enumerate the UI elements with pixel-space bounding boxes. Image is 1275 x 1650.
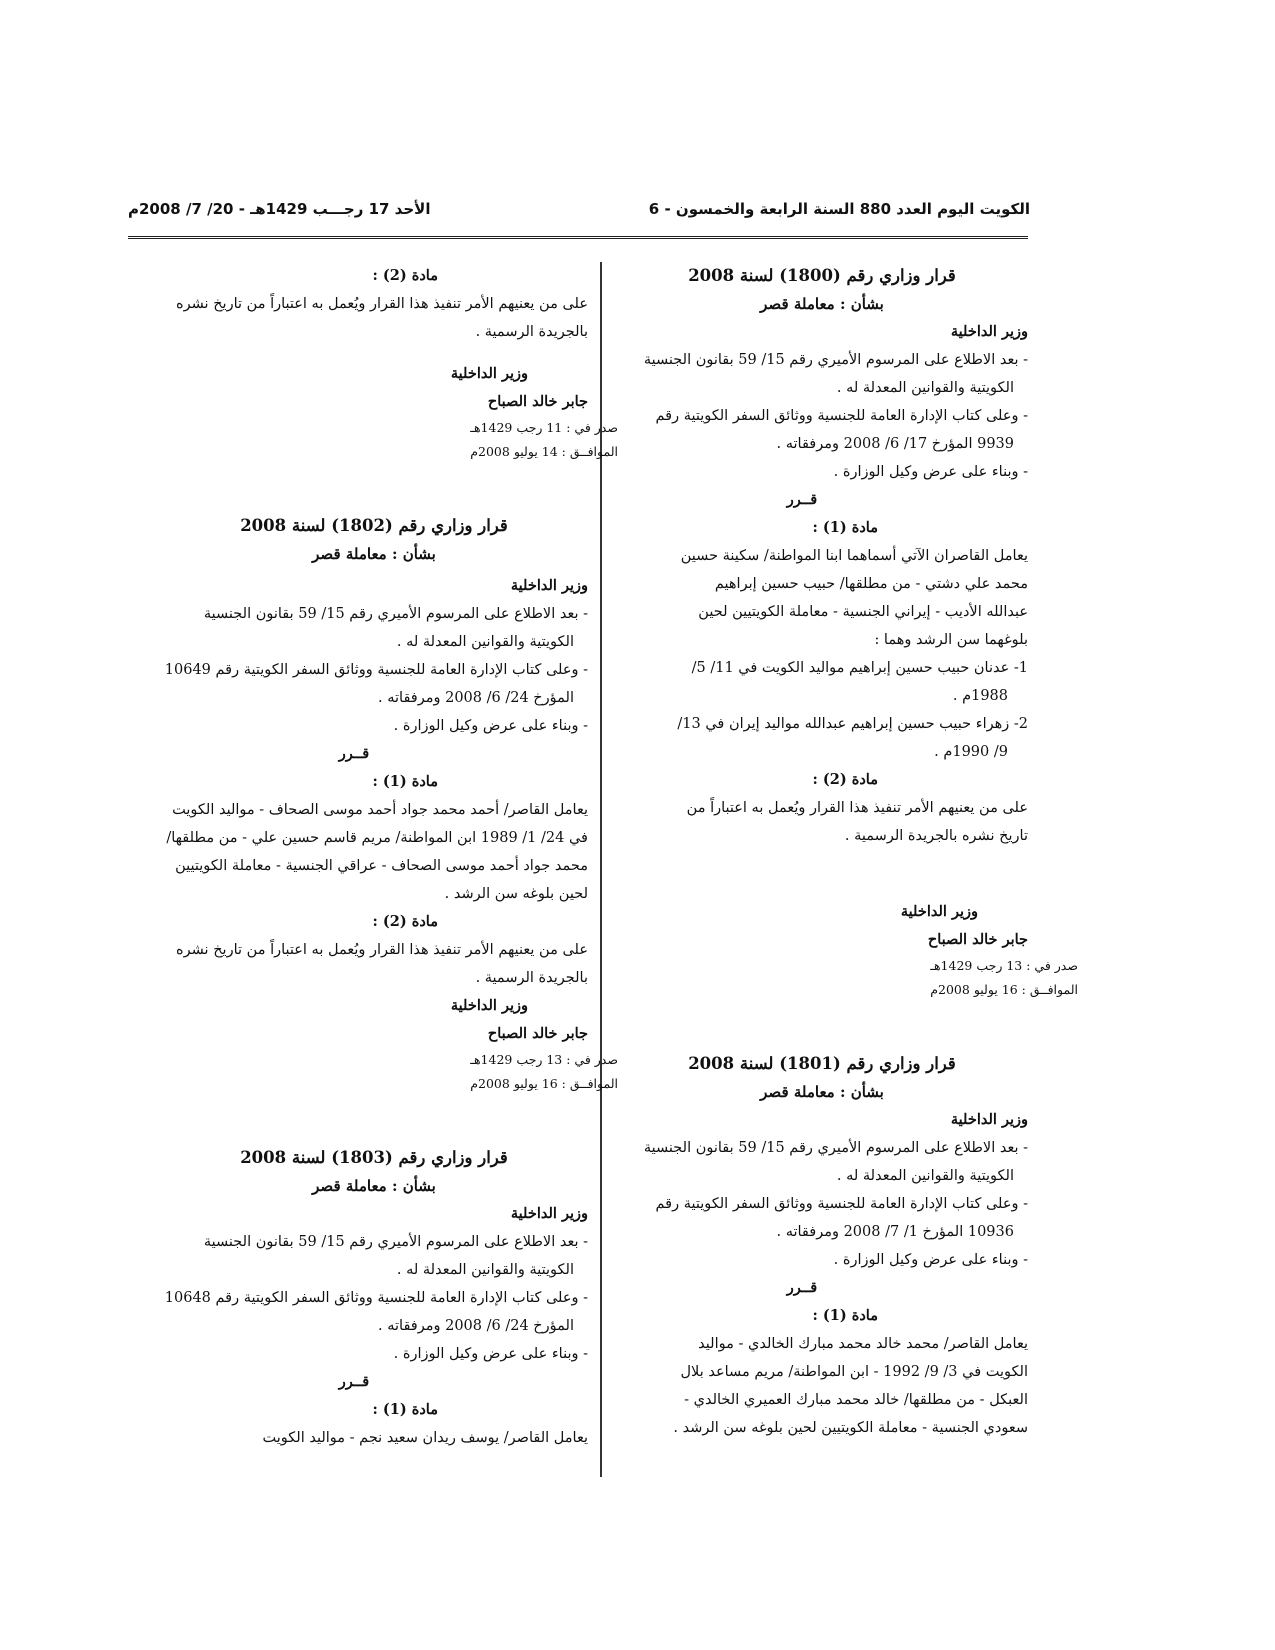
decree-title: قرار وزاري رقم (1801) لسنة 2008 <box>688 1054 956 1073</box>
decree-word: قــرر <box>338 745 370 762</box>
signature-name: جابر خالد الصباح <box>927 931 1028 948</box>
decree-word: قــرر <box>786 491 818 508</box>
signature-title: وزير الداخلية <box>450 365 528 382</box>
preamble-item: - وبناء على عرض وكيل الوزارة . <box>393 718 588 734</box>
minister-heading: وزير الداخلية <box>950 1111 1028 1128</box>
decree-1801 <box>616 1050 1028 1442</box>
issued-date-hijri: صدر في : 11 رجب 1429هـ <box>470 420 618 435</box>
issued-date-gregorian: الموافــق : 16 يوليو 2008م <box>470 1076 618 1091</box>
decree-1803 <box>160 1144 588 1452</box>
decree-1802 <box>160 512 618 1096</box>
decree-subject: بشأن : معاملة قصر <box>312 545 436 563</box>
preamble-item: - وعلى كتاب الإدارة العامة للجنسية ووثائق السفر الكويتية رقم 10649 المؤرخ 24/ 6/ 2008 ومرفقاته . <box>164 662 588 706</box>
signature-name: جابر خالد الصباح <box>487 393 588 410</box>
article-title: مادة (1) : <box>372 773 438 790</box>
header-issue-info: الكويت اليوم العدد 880 السنة الرابعة والخمسون - 6 <box>648 200 1030 218</box>
article-text: على من يعنيهم الأمر تنفيذ هذا القرار ويُعمل به اعتباراً من تاريخ نشره بالجريدة الرسمية . <box>176 942 588 986</box>
preamble-item: - بعد الاطلاع على المرسوم الأميري رقم 15/ 59 بقانون الجنسية الكويتية والقوانين المعدلة له . <box>643 352 1028 396</box>
decree-title: قرار وزاري رقم (1802) لسنة 2008 <box>240 516 508 535</box>
preamble-item: - بعد الاطلاع على المرسوم الأميري رقم 15/ 59 بقانون الجنسية الكويتية والقوانين المعدلة له . <box>203 606 588 650</box>
article-text: على من يعنيهم الأمر تنفيذ هذا القرار ويُعمل به اعتباراً من تاريخ نشره بالجريدة الرسمية . <box>176 296 588 340</box>
article-title: مادة (2) : <box>372 267 438 284</box>
article-text: يعامل القاصران الآتي أسماهما ابنا المواطنة/ سكينة حسين محمد علي دشتي - من مطلقها/ حبيب حسين إبراهيم عبدالله الأديب - إيراني الجنسية - معاملة الكويتيين لحين بلوغهما سن الرشد وهما : <box>680 548 1028 648</box>
issued-date-gregorian: الموافــق : 14 يوليو 2008م <box>470 444 618 459</box>
preamble-item: - وبناء على عرض وكيل الوزارة . <box>833 464 1028 480</box>
signature-name: جابر خالد الصباح <box>487 1025 588 1042</box>
issued-date-gregorian: الموافــق : 16 يوليو 2008م <box>930 982 1078 997</box>
decree-1800 <box>616 262 1078 1002</box>
preamble-item: - وعلى كتاب الإدارة العامة للجنسية ووثائق السفر الكويتية رقم 9939 المؤرخ 17/ 6/ 2008 ومرفقاته . <box>655 408 1028 452</box>
article-title: مادة (2) : <box>372 913 438 930</box>
article-title: مادة (1) : <box>812 519 878 536</box>
signature-title: وزير الداخلية <box>450 997 528 1014</box>
preamble-item: - وعلى كتاب الإدارة العامة للجنسية ووثائق السفر الكويتية رقم 10936 المؤرخ 1/ 7/ 2008 ومرفقاته . <box>655 1196 1028 1240</box>
issued-date-hijri: صدر في : 13 رجب 1429هـ <box>470 1052 618 1067</box>
article-title: مادة (2) : <box>812 771 878 788</box>
minister-heading: وزير الداخلية <box>510 577 588 594</box>
minister-heading: وزير الداخلية <box>950 323 1028 340</box>
decree-1799-end <box>160 262 618 464</box>
article-text: يعامل القاصر/ أحمد محمد جواد أحمد موسى الصحاف - مواليد الكويت في 24/ 1/ 1989 ابن المواطنة/ مريم قاسم حسين علي - من مطلقها/ محمد جواد أحمد موسى الصحاف - عراقي الجنسية - معاملة الكويتيين لحين بلوغه سن الرشد . <box>166 802 588 902</box>
preamble-item: - وعلى كتاب الإدارة العامة للجنسية ووثائق السفر الكويتية رقم 10648 المؤرخ 24/ 6/ 2008 ومرفقاته . <box>164 1290 588 1334</box>
decree-subject: بشأن : معاملة قصر <box>760 1083 884 1101</box>
list-item: 2- زهراء حبيب حسين إبراهيم عبدالله مواليد إيران في 13/ 9/ 1990م . <box>677 716 1028 760</box>
issued-date-hijri: صدر في : 13 رجب 1429هـ <box>930 958 1078 973</box>
minister-heading: وزير الداخلية <box>510 1205 588 1222</box>
header-divider <box>128 236 1028 239</box>
list-item: 1- عدنان حبيب حسين إبراهيم مواليد الكويت في 11/ 5/ 1988م . <box>691 660 1028 704</box>
right-column <box>616 262 1078 1442</box>
article-text: يعامل القاصر/ يوسف ريدان سعيد نجم - مواليد الكويت <box>262 1430 588 1446</box>
decree-title: قرار وزاري رقم (1803) لسنة 2008 <box>240 1148 508 1167</box>
preamble-item: - بعد الاطلاع على المرسوم الأميري رقم 15/ 59 بقانون الجنسية الكويتية والقوانين المعدلة له . <box>203 1234 588 1278</box>
decree-subject: بشأن : معاملة قصر <box>760 295 884 313</box>
left-column <box>160 262 618 1452</box>
decree-title: قرار وزاري رقم (1800) لسنة 2008 <box>688 266 956 285</box>
article-title: مادة (1) : <box>812 1307 878 1324</box>
preamble-item: - بعد الاطلاع على المرسوم الأميري رقم 15/ 59 بقانون الجنسية الكويتية والقوانين المعدلة له . <box>643 1140 1028 1184</box>
decree-word: قــرر <box>338 1373 370 1390</box>
preamble-item: - وبناء على عرض وكيل الوزارة . <box>833 1252 1028 1268</box>
decree-subject: بشأن : معاملة قصر <box>312 1177 436 1195</box>
article-text: على من يعنيهم الأمر تنفيذ هذا القرار ويُعمل به اعتباراً من تاريخ نشره بالجريدة الرسمية . <box>686 800 1028 844</box>
decree-word: قــرر <box>786 1279 818 1296</box>
signature-title: وزير الداخلية <box>900 903 978 920</box>
header-date: الأحد 17 رجـــب 1429هـ - 20/ 7/ 2008م <box>128 200 431 218</box>
article-text: يعامل القاصر/ محمد خالد محمد مبارك الخالدي - مواليد الكويت في 3/ 9/ 1992 - ابن المواطنة/ مريم مساعد بلال العبكل - من مطلقها/ خالد محمد مبارك العميري الخالدي - سعودي الجنسية - معاملة الكويتيين لحين بلوغه سن الرشد . <box>673 1336 1028 1436</box>
article-title: مادة (1) : <box>372 1401 438 1418</box>
preamble-item: - وبناء على عرض وكيل الوزارة . <box>393 1346 588 1362</box>
